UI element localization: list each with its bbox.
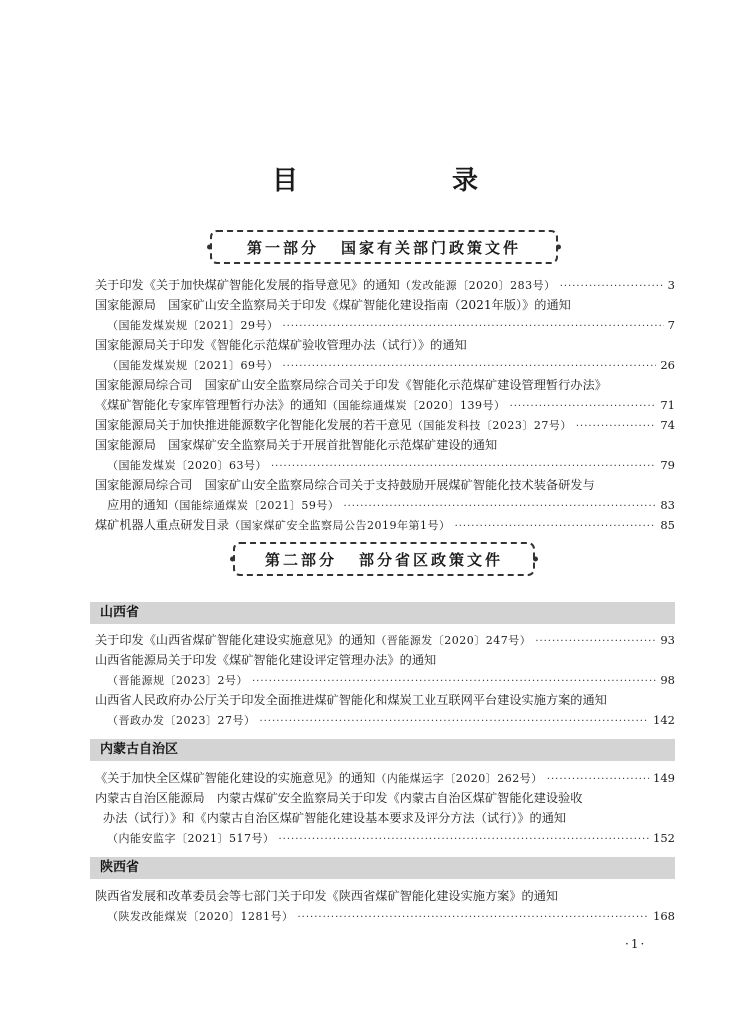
- document-number: （内能煤运字〔2020〕262号）: [375, 772, 543, 785]
- toc-entry[interactable]: [95, 886, 675, 926]
- toc-province-inner-mongolia: [95, 768, 675, 848]
- toc-line: [95, 395, 675, 415]
- toc-entry[interactable]: [95, 295, 675, 335]
- toc-line: [95, 808, 675, 828]
- toc-line: [95, 375, 675, 395]
- leader-dots: [283, 357, 657, 377]
- toc-entry-title: 国家能源局综合司 国家矿山安全监察局综合司关于印发《智能化示范煤矿建设管理暂行办法》: [95, 378, 607, 392]
- toc-line: [95, 515, 675, 535]
- document-number: （国能发煤炭规〔2021〕29号）: [107, 319, 279, 332]
- toc-entry-title: 关于印发《关于加快煤矿智能化发展的指导意见》的通知: [95, 278, 400, 292]
- toc-line: [95, 630, 675, 650]
- toc-entry-title: 国家能源局 国家矿山安全监察局关于印发《煤矿智能化建设指南（2021年版）》的通知: [95, 298, 571, 312]
- page-number-ref: 7: [667, 318, 675, 332]
- toc-entry-title: 关于印发《山西省煤矿智能化建设实施意见》的通知: [95, 633, 376, 647]
- document-number: （国能发科技〔2023〕27号）: [411, 419, 572, 432]
- toc-line: [95, 315, 675, 335]
- page-number-ref: 142: [653, 713, 675, 727]
- toc-entry[interactable]: [95, 435, 675, 475]
- toc-line: [95, 768, 675, 788]
- toc-entry[interactable]: [95, 475, 675, 515]
- toc-entry[interactable]: [95, 690, 675, 730]
- leader-dots: [260, 712, 650, 732]
- leader-dots: [576, 417, 656, 437]
- part-one-name: 国家有关部门政策文件: [341, 238, 522, 257]
- toc-entry-title: 国家能源局综合司 国家矿山安全监察局综合司关于支持鼓励开展煤矿智能化技术装备研发与: [95, 478, 595, 492]
- document-number: （国家煤矿安全监察局公告2019年第1号）: [229, 519, 451, 532]
- leader-dots: [252, 672, 656, 692]
- page-number-ref: 98: [660, 673, 675, 687]
- toc-entry[interactable]: [95, 415, 675, 435]
- toc-entry-title: 山西省人民政府办公厅关于印发全面推进煤矿智能化和煤炭工业互联网平台建设实施方案的通知: [95, 693, 607, 707]
- document-number: （内能安监字〔2021〕517号）: [107, 832, 275, 845]
- part-two-header: [233, 542, 535, 576]
- toc-entry-title: 煤矿机器人重点研发目录: [95, 518, 230, 532]
- toc-entry[interactable]: [95, 788, 675, 848]
- toc-line: [95, 690, 675, 710]
- toc-entry[interactable]: [95, 275, 675, 295]
- toc-line: [95, 906, 675, 926]
- leader-dots: [560, 277, 664, 297]
- leader-dots: [547, 770, 649, 790]
- toc-entry-title: 《关于加快全区煤矿智能化建设的实施意见》的通知: [95, 771, 376, 785]
- toc-line: [95, 355, 675, 375]
- part-one-label: 第一部分: [246, 238, 319, 257]
- leader-dots: [283, 317, 664, 337]
- toc-province-shanxi: [95, 630, 675, 730]
- province-header: 山西省: [90, 602, 675, 624]
- toc-entry[interactable]: [95, 768, 675, 788]
- toc-line: [95, 455, 675, 475]
- document-number: （国能综通煤炭〔2021〕59号）: [167, 499, 340, 512]
- part-two-name: 部分省区政策文件: [359, 550, 504, 569]
- toc-entry[interactable]: [95, 335, 675, 375]
- toc-line: [95, 435, 675, 455]
- document-number: （国能发煤炭〔2020〕63号）: [107, 459, 267, 472]
- leader-dots: [271, 457, 656, 477]
- toc-entry-title: 国家能源局关于印发《智能化示范煤矿验收管理办法（试行）》的通知: [95, 338, 467, 352]
- toc-entry-title: 内蒙古自治区能源局 内蒙古煤矿安全监察局关于印发《内蒙古自治区煤矿智能化建设验收: [95, 791, 583, 805]
- document-number: （国能发煤炭规〔2021〕69号）: [107, 359, 279, 372]
- toc-line: [95, 495, 675, 515]
- toc-line: [95, 475, 675, 495]
- document-number: （国能综通煤炭〔2020〕139号）: [326, 399, 506, 412]
- page-number: ·1·: [625, 937, 647, 951]
- toc-entry-title: 应用的通知: [107, 498, 168, 512]
- page-number-ref: 152: [653, 831, 675, 845]
- toc-line: [95, 886, 675, 906]
- toc-line: [95, 650, 675, 670]
- toc-entry-title: 《煤矿智能化专家库管理暂行办法》的通知: [95, 398, 327, 412]
- page-number-ref: 83: [660, 498, 675, 512]
- province-header: 内蒙古自治区: [90, 739, 675, 761]
- toc-line: [95, 275, 675, 295]
- page-number-ref: 71: [660, 398, 675, 412]
- document-number: （晋政办发〔2023〕27号）: [107, 714, 256, 727]
- leader-dots: [343, 497, 656, 517]
- toc-line: [95, 335, 675, 355]
- toc-entry[interactable]: [95, 515, 675, 535]
- page-title: 目 录: [271, 166, 542, 196]
- toc-line: [95, 415, 675, 435]
- leader-dots: [279, 830, 650, 850]
- leader-dots: [510, 397, 657, 417]
- toc-entry-title: 陕西省发展和改革委员会等七部门关于印发《陕西省煤矿智能化建设实施方案》的通知: [95, 889, 559, 903]
- leader-dots: [298, 908, 650, 928]
- toc-line: [95, 788, 675, 808]
- document-number: （晋能源规〔2023〕2号）: [107, 674, 248, 687]
- toc-line: [95, 710, 675, 730]
- toc-entry-title: 国家能源局关于加快推进能源数字化智能化发展的若干意见: [95, 418, 412, 432]
- toc-line: [95, 828, 675, 848]
- page-number-ref: 3: [667, 278, 675, 292]
- leader-dots: [455, 517, 657, 537]
- page-number-ref: 85: [660, 518, 675, 532]
- document-number: （发改能源〔2020〕283号）: [399, 279, 556, 292]
- toc-line: [95, 295, 675, 315]
- toc-line: [95, 670, 675, 690]
- toc-entry-title: 山西省能源局关于印发《煤矿智能化建设评定管理办法》的通知: [95, 653, 437, 667]
- toc-entry-title: 办法（试行）》和《内蒙古自治区煤矿智能化建设基本要求及评分方法（试行）》的通知: [103, 811, 567, 825]
- leader-dots: [535, 632, 656, 652]
- toc-entry-title: 国家能源局 国家煤矿安全监察局关于开展首批智能化示范煤矿建设的通知: [95, 438, 498, 452]
- toc-entry[interactable]: [95, 650, 675, 690]
- toc-section-one: [95, 275, 675, 535]
- toc-entry[interactable]: [95, 630, 675, 650]
- page-number-ref: 79: [660, 458, 675, 472]
- part-two-label: 第二部分: [264, 550, 337, 569]
- toc-entry[interactable]: [95, 375, 675, 415]
- document-number: （陕发改能煤炭〔2020〕1281号）: [107, 910, 294, 923]
- document-number: （晋能源发〔2020〕247号）: [375, 634, 532, 647]
- page-number-ref: 168: [653, 909, 675, 923]
- province-header: 陕西省: [90, 857, 675, 879]
- toc-province-shaanxi: [95, 886, 675, 926]
- part-one-header: [210, 230, 558, 264]
- page-number-ref: 26: [660, 358, 675, 372]
- page-number-ref: 93: [660, 633, 675, 647]
- page-number-ref: 149: [653, 771, 675, 785]
- page-number-ref: 74: [660, 418, 675, 432]
